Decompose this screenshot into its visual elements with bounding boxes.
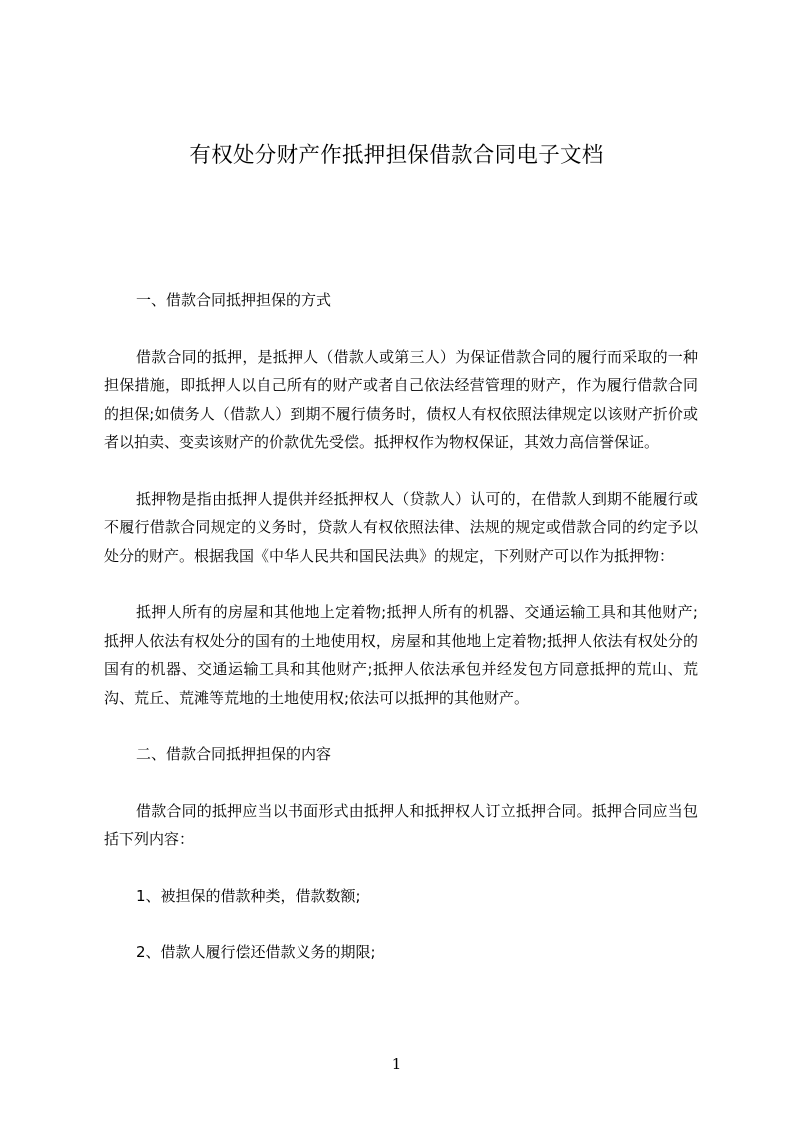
section-heading-2: 二、借款合同抵押担保的内容 <box>136 745 332 763</box>
section-1-paragraph-3: 抵押人所有的房屋和其他地上定着物;抵押人所有的机器、交通运输工具和其他财产;抵押人依法有权处分的国有的土地使用权，房屋和其他地上定着物;抵押人依法有权处分的国有的机器、交通运输工具和其他财产;抵押人依法承包并经发包方同意抵押的荒山、荒沟、荒丘、荒滩等荒地的土地使用权;依法可以抵押的其他财产。 <box>104 603 698 707</box>
section-2-paragraph-1: 借款合同的抵押应当以书面形式由抵押人和抵押权人订立抵押合同。抵押合同应当包括下列内容： <box>104 801 698 848</box>
document-body <box>104 286 698 967</box>
list-item-2: 2、借款人履行偿还借款义务的期限; <box>136 943 376 961</box>
section-1-paragraph-1: 借款合同的抵押，是抵押人（借款人或第三人）为保证借款合同的履行而采取的一种担保措施，即抵押人以自己所有的财产或者自己依法经营管理的财产，作为履行借款合同的担保;如债务人（借款人）到期不履行债务时，债权人有权依照法律规定以该财产折价或者以拍卖、变卖该财产的价款优先受偿。抵押权作为物权保证，其效力高信誉保证。 <box>104 347 698 451</box>
document-title: 有权处分财产作抵押担保借款合同电子文档 <box>189 143 604 168</box>
list-item-1: 1、被担保的借款种类，借款数额; <box>136 886 361 905</box>
page-number: 1 <box>391 1055 402 1073</box>
section-1-paragraph-2: 抵押物是指由抵押人提供并经抵押权人（贷款人）认可的，在借款人到期不能履行或不履行借款合同规定的义务时，贷款人有权依照法律、法规的规定或借款合同的约定予以处分的财产。根据我国《中华人民共和国民法典》的规定，下列财产可以作为抵押物： <box>104 489 698 565</box>
section-heading-1: 一、借款合同抵押担保的方式 <box>136 291 332 309</box>
